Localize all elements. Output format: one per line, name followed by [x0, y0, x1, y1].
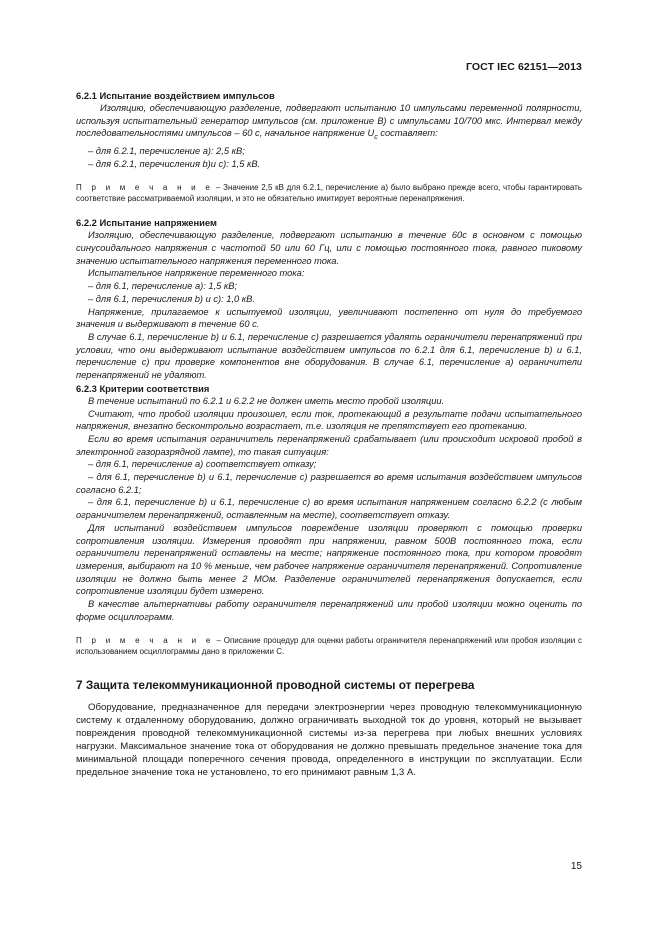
section-6-2-2-paragraph-4: В случае 6.1, перечисление b) и 6.1, перечисление с) разрешается удалять ограничители перенапряжений при условии, что они выдерживают испытание воздействием импульсов по 6.2.1 для 6.1, перечисление b) и 6.1, перечисление с) при проверке компонентов вне оборудования. В случае 6.1, перечисление а) ограничители перенапряжений не удаляют.	[76, 332, 582, 381]
list-item: – для 6.1, перечисление а) соответствует отказу;	[88, 459, 317, 470]
list-item: – для 6.2.1, перечисление а): 2,5 кВ;	[88, 145, 245, 156]
section-7-title: 7 Защита телекоммуникационной проводной системы от перегрева	[76, 678, 475, 693]
section-6-2-2-paragraph-1: Изоляцию, обеспечивающую разделение, подвергают испытанию в течение 60с в основном с помощью синусоидального напряжения с частотой 50 или 60 Гц, или с помощью постоянного тока, равного пиковому значению испытательного напряжения переменного тока.	[76, 230, 582, 266]
section-6-2-2-paragraph-2: Испытательное напряжение переменного тока:	[88, 268, 305, 279]
section-6-2-3-paragraph-3: Если во время испытания ограничитель перенапряжений срабатывает (или происходит искровой пробой в электронной газоразрядной лампе), то такая ситуация:	[76, 433, 582, 457]
list-item: – для 6.1, перечисление b) и 6.1, перечисление с) разрешается во время испытания воздействием импульсов согласно 6.2.1;	[76, 472, 582, 495]
section-6-2-3-paragraph-4: Для испытаний воздействием импульсов повреждение изоляции проверяют с помощью проверки сопротивления изоляции. Измерения проводят при напряжении, равном 500В постоянного тока, если ограничители перенапряжений оставлены на месте; напряжение постоянного тока, при котором проводят измерения, выбирают на 10 % меньше, чем рабочее напряжение ограничителя перенапряжений. Сопротивление изоляции не должно быть менее 2 МОм. Разделение ограничителей перенапряжения допускается, если сопротивление изоляции будет измерено.	[76, 522, 582, 597]
page-number: 15	[570, 861, 582, 872]
list-item: – для 6.1, перечисление а): 1,5 кВ;	[88, 281, 238, 292]
document-page	[76, 0, 582, 936]
section-7-paragraph: Оборудование, предназначенное для передачи электроэнергии через проводную телекоммуникационную систему к отдаленному оборудованию, должно ограничивать выходной ток до уровня, который не вызывает повреждения проводной телекоммуникационной системы из-за перегрева при любых внешних условиях нагрузки. Максимальное значение тока от оборудования не должно превышать предельное значение тока для минимальной площади поперечного сечения провода, определенного в инструкции по эксплуатации. Если предельное значение тока не установлено, то его принимают равным 1,3 А.	[76, 702, 582, 779]
section-6-2-1-title: 6.2.1 Испытание воздействием импульсов	[76, 90, 275, 101]
section-6-2-2-paragraph-3: Напряжение, прилагаемое к испытуемой изоляции, увеличивают постепенно от нуля до требуемого значения и выдерживают в течение 60 с.	[76, 306, 582, 330]
list-item: – для 6.2.1, перечисления b)и с): 1,5 кВ.	[88, 158, 261, 169]
note-6-2-3: П р и м е ч а н и е – Описание процедур для оценки работы ограничителя перенапряжений или пробоя изоляции с использованием осциллограммы дано в приложении С.	[76, 636, 582, 657]
list-item: – для 6.1, перечисления b) и с): 1,0 кВ.	[88, 293, 255, 304]
section-6-2-1-paragraph: Изоляцию, обеспечивающую разделение, подвергают испытанию 10 импульсами переменной полярности, используя испытательный генератор импульсов (см. приложение В) с импульсами 10/700 мкс. Интервал между последовательностями импульсов – 60 с, начальное напряжение $U_c$ составляет:	[76, 103, 582, 142]
section-6-2-3-paragraph-2: Считают, что пробой изоляции произошел, если ток, протекающий в результате подачи испытательного напряжения, внезапно бесконтрольно возрастает, т.е. изоляция не препятствует его протеканию.	[76, 408, 582, 432]
section-6-2-3-paragraph-5: В качестве альтернативы работу ограничителя перенапряжений или пробой изоляции можно оценить по форме осциллограмм.	[76, 599, 582, 622]
section-6-2-3-title: 6.2.3 Критерии соответствия	[76, 382, 210, 394]
section-6-2-2-title: 6.2.2 Испытание напряжением	[76, 217, 217, 229]
document-body	[76, 89, 582, 779]
document-header: ГОСТ IEC 62151—2013	[465, 61, 582, 73]
list-item: – для 6.1, перечисление b) и 6.1, перечисление с) во время испытания напряжением согласно 6.2.2 (с любым ограничителем перенапряжений, оставленным на месте), соответствует отказу.	[76, 497, 582, 521]
section-6-2-3-paragraph-1: В течение испытаний по 6.2.1 и 6.2.2 не должен иметь место пробой изоляции.	[88, 395, 445, 406]
note-6-2-1: П р и м е ч а н и е – Значение 2,5 кВ для 6.2.1, перечисление а) было выбрано прежде всего, чтобы гарантировать соответствие рассматриваемой изоляции, и это не обязательно имитирует вероятные перенапряжения.	[76, 183, 582, 204]
